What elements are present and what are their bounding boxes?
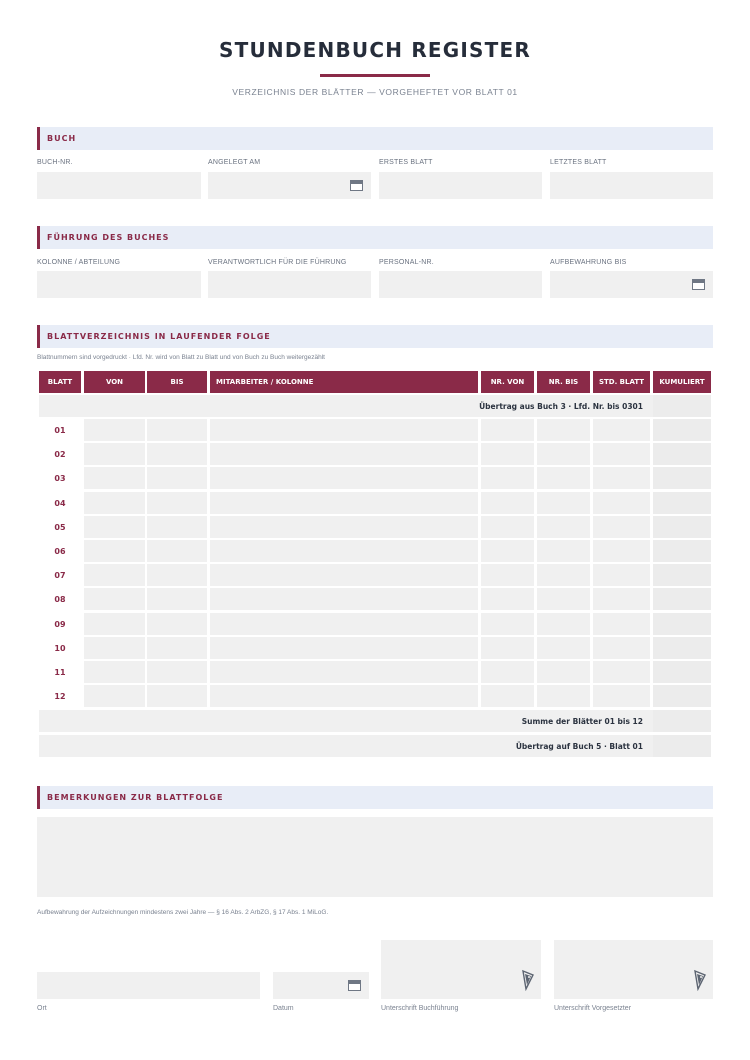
cell-nr-bis[interactable] [537,540,590,562]
cell-mitarbeiter[interactable] [210,588,478,610]
cell-mitarbeiter[interactable] [210,516,478,538]
sum-kumuliert[interactable] [653,710,711,732]
verantwortlich-label: VERANTWORTLICH FÜR DIE FÜHRUNG [208,259,347,266]
verzeichnis-note: Blattnummern sind vorgedruckt · Lfd. Nr. wird von Blatt zu Blatt und von Buch zu Buch weitergezählt [37,354,325,361]
cell-kumuliert[interactable] [653,564,711,586]
cell-kumuliert[interactable] [653,443,711,465]
calendar-icon[interactable] [350,180,363,191]
cell-von[interactable] [84,419,145,441]
section-fuehrung: FÜHRUNG DES BUCHES [37,226,713,249]
erstes-blatt-field[interactable] [379,172,542,199]
cell-nr-von[interactable] [481,443,534,465]
carry-in-label: Übertrag aus Buch 3 · Lfd. Nr. bis 0301 [479,402,643,411]
cell-nr-bis[interactable] [537,467,590,489]
cell-nr-von[interactable] [481,467,534,489]
remarks-field[interactable] [37,817,713,897]
cell-std-blatt[interactable] [593,588,650,610]
buch-nr-label: BUCH-NR. [37,159,73,166]
cell-nr-von[interactable] [481,419,534,441]
cell-nr-von[interactable] [481,540,534,562]
cell-von[interactable] [84,564,145,586]
cell-kumuliert[interactable] [653,685,711,707]
cell-nr-bis[interactable] [537,492,590,514]
cell-mitarbeiter[interactable] [210,540,478,562]
cell-mitarbeiter[interactable] [210,467,478,489]
cell-von[interactable] [84,588,145,610]
cell-std-blatt[interactable] [593,661,650,683]
cell-mitarbeiter[interactable] [210,661,478,683]
pen-icon [521,969,535,991]
cell-nr-von[interactable] [481,564,534,586]
cell-std-blatt[interactable] [593,564,650,586]
cell-bis[interactable] [147,637,207,659]
kolonne-label: KOLONNE / ABTEILUNG [37,259,121,266]
carry-out-kumuliert[interactable] [653,735,711,757]
cell-nr-von[interactable] [481,685,534,707]
calendar-icon[interactable] [692,279,705,290]
col-nr-von: NR. VON [481,371,534,393]
ort-field[interactable] [37,972,260,999]
aufbewahrung-label: AUFBEWAHRUNG BIS [550,259,627,266]
cell-bis[interactable] [147,516,207,538]
cell-std-blatt[interactable] [593,540,650,562]
col-std-blatt: STD. BLATT [593,371,650,393]
cell-kumuliert[interactable] [653,540,711,562]
cell-kumuliert[interactable] [653,637,711,659]
cell-mitarbeiter[interactable] [210,637,478,659]
cell-bis[interactable] [147,443,207,465]
cell-nr-von[interactable] [481,613,534,635]
cell-nr-bis[interactable] [537,637,590,659]
cell-von[interactable] [84,540,145,562]
cell-std-blatt[interactable] [593,492,650,514]
personal-nr-field[interactable] [379,271,542,298]
blatt-number: 04 [54,499,66,508]
col-nr-bis: NR. BIS [537,371,590,393]
letztes-blatt-field[interactable] [550,172,713,199]
signature-buchfuehrung-label: Unterschrift Buchführung [381,1005,459,1012]
datum-field[interactable] [273,972,369,999]
blatt-number: 02 [54,450,66,459]
cell-kumuliert[interactable] [653,661,711,683]
cell-kumuliert[interactable] [653,516,711,538]
col-blatt: BLATT [39,371,81,393]
cell-nr-bis[interactable] [537,685,590,707]
cell-bis[interactable] [147,564,207,586]
cell-nr-von[interactable] [481,661,534,683]
cell-std-blatt[interactable] [593,516,650,538]
cell-von[interactable] [84,637,145,659]
cell-bis[interactable] [147,467,207,489]
blatt-number: 11 [54,668,66,677]
cell-von[interactable] [84,467,145,489]
signature-buchfuehrung-field[interactable] [381,940,541,999]
cell-mitarbeiter[interactable] [210,419,478,441]
section-buch: BUCH [37,127,713,150]
cell-nr-bis[interactable] [537,516,590,538]
cell-std-blatt[interactable] [593,637,650,659]
cell-mitarbeiter[interactable] [210,564,478,586]
angelegt-am-field[interactable] [208,172,371,199]
ort-label: Ort [37,1005,47,1012]
cell-bis[interactable] [147,540,207,562]
col-mitarbeiter: MITARBEITER / KOLONNE [210,371,478,393]
cell-bis[interactable] [147,419,207,441]
verantwortlich-field[interactable] [208,271,371,298]
cell-bis[interactable] [147,588,207,610]
cell-von[interactable] [84,661,145,683]
cell-nr-bis[interactable] [537,661,590,683]
cell-nr-bis[interactable] [537,613,590,635]
blatt-number: 07 [54,571,66,580]
blatt-number: 01 [54,426,66,435]
buch-nr-field[interactable] [37,172,201,199]
cell-kumuliert[interactable] [653,467,711,489]
blatt-number: 06 [54,547,66,556]
section-bemerkungen: BEMERKUNGEN ZUR BLATTFOLGE [37,786,713,809]
calendar-icon[interactable] [348,980,361,991]
cell-nr-von[interactable] [481,588,534,610]
sum-label: Summe der Blätter 01 bis 12 [521,717,643,726]
cell-nr-bis[interactable] [537,588,590,610]
cell-bis[interactable] [147,685,207,707]
cell-mitarbeiter[interactable] [210,685,478,707]
cell-kumuliert[interactable] [653,419,711,441]
cell-std-blatt[interactable] [593,443,650,465]
cell-std-blatt[interactable] [593,685,650,707]
cell-mitarbeiter[interactable] [210,613,478,635]
cell-von[interactable] [84,492,145,514]
cell-kumuliert[interactable] [653,588,711,610]
blatt-number: 10 [54,644,66,653]
cell-std-blatt[interactable] [593,467,650,489]
page-title: STUNDENBUCH REGISTER [219,38,531,62]
cell-von[interactable] [84,516,145,538]
signature-vorgesetzter-label: Unterschrift Vorgesetzter [554,1005,632,1012]
col-von: VON [84,371,145,393]
blatt-number: 09 [54,620,66,629]
signature-vorgesetzter-field[interactable] [554,940,713,999]
title-rule [320,74,430,77]
cell-nr-von[interactable] [481,492,534,514]
cell-von[interactable] [84,685,145,707]
erstes-blatt-label: ERSTES BLATT [379,159,433,166]
kolonne-field[interactable] [37,271,201,298]
aufbewahrung-field[interactable] [550,271,713,298]
cell-nr-bis[interactable] [537,564,590,586]
cell-nr-von[interactable] [481,637,534,659]
carry-in-kumuliert[interactable] [653,395,711,417]
page-subtitle: VERZEICHNIS DER BLÄTTER — VORGEHEFTET VOR BLATT 01 [232,87,518,97]
blatt-number: 08 [54,595,66,604]
cell-bis[interactable] [147,492,207,514]
section-verzeichnis: BLATTVERZEICHNIS IN LAUFENDER FOLGE [37,325,713,348]
col-kumuliert: KUMULIERT [653,371,711,393]
cell-mitarbeiter[interactable] [210,492,478,514]
cell-von[interactable] [84,613,145,635]
cell-nr-von[interactable] [481,516,534,538]
blatt-number: 12 [54,692,66,701]
retention-note: Aufbewahrung der Aufzeichnungen mindestens zwei Jahre — § 16 Abs. 2 ArbZG, § 17 Abs. 1 MiLoG. [37,909,329,916]
personal-nr-label: PERSONAL-NR. [379,259,434,266]
cell-kumuliert[interactable] [653,613,711,635]
cell-kumuliert[interactable] [653,492,711,514]
blatt-number: 03 [54,474,66,483]
cell-bis[interactable] [147,613,207,635]
cell-nr-bis[interactable] [537,443,590,465]
cell-std-blatt[interactable] [593,613,650,635]
letztes-blatt-label: LETZTES BLATT [550,159,607,166]
cell-nr-bis[interactable] [537,419,590,441]
cell-std-blatt[interactable] [593,419,650,441]
col-bis: BIS [147,371,207,393]
carry-out-label: Übertrag auf Buch 5 · Blatt 01 [515,742,643,751]
cell-bis[interactable] [147,661,207,683]
blatt-number: 05 [54,523,66,532]
datum-label: Datum [273,1005,294,1012]
cell-mitarbeiter[interactable] [210,443,478,465]
angelegt-am-label: ANGELEGT AM [208,159,261,166]
pen-icon [693,969,707,991]
cell-von[interactable] [84,443,145,465]
